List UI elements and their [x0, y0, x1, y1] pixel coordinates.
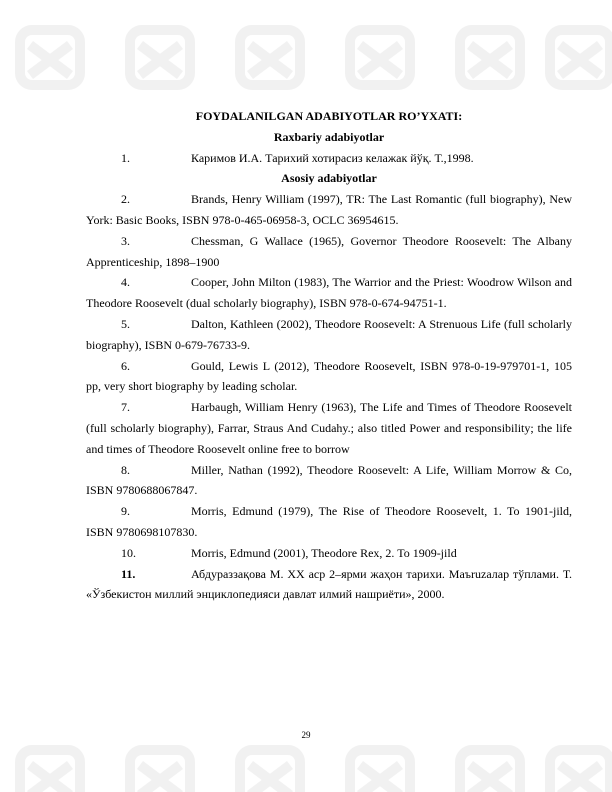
document-body [86, 106, 572, 605]
item-number: 5. [121, 316, 130, 331]
page-number: 29 [301, 730, 311, 740]
item-number: 7. [121, 400, 130, 415]
item-text: Каримов И.А. Тарихий хотирасиз келажак йўқ. Т.,1998. [191, 150, 474, 165]
item-text: Harbaugh, William Henry (1963), The Life and Times of Theodore Roosevelt (full scholarly biography), Farrar, Straus And Cudahy.; also titled Power and responsibility; the life and times of Theodore Roosevelt online free to borrow [86, 400, 572, 456]
item-number: 10. [121, 545, 136, 560]
item-number: 8. [121, 462, 130, 477]
item-number: 4. [121, 275, 130, 290]
item-text: Morris, Edmund (2001), Theodore Rex, 2. To 1909-jild [191, 545, 457, 560]
section-heading-asosiy: Asosiy adabiyotlar [281, 171, 377, 186]
item-number: 1. [121, 150, 130, 165]
list-item [86, 189, 572, 231]
item-text: Morris, Edmund (1979), The Rise of Theodore Roosevelt, 1. To 1901-jild, ISBN 9780698107830. [86, 504, 572, 539]
item-number: 3. [121, 233, 130, 248]
item-text: Абдураззақова М. XX аср 2–ярми жаҳон тарихи. Маъruzалар тўплами. Т. «Ўзбекистон миллий энциклопедияси давлат илмий нашриёти», 2000. [86, 566, 572, 602]
list-item [86, 356, 572, 398]
list-item [86, 148, 572, 169]
item-text: Chessman, G Wallace (1965), Governor Theodore Roosevelt: The Albany Apprenticeship, 1898–1900 [86, 233, 572, 269]
list-item [86, 397, 572, 459]
item-number: 2. [121, 192, 130, 207]
item-text: Brands, Henry William (1997), TR: The Last Romantic (full biography), New York: Basic Books, ISBN 978-0-465-06958-3, OCLC 36954615. [86, 192, 572, 227]
list-item [86, 231, 572, 273]
list-item [86, 501, 572, 543]
list-item [86, 460, 572, 502]
section-heading-raxbariy: Raxbariy adabiyotlar [273, 129, 385, 144]
list-item [86, 272, 572, 314]
list-item [86, 564, 572, 606]
item-number: 9. [121, 504, 130, 519]
item-number: 6. [121, 358, 130, 373]
item-text: Cooper, John Milton (1983), The Warrior and the Priest: Woodrow Wilson and Theodore Roosevelt (dual scholarly biography), ISBN 978-0-674-94751-1. [86, 275, 572, 311]
item-text: Dalton, Kathleen (2002), Theodore Roosevelt: A Strenuous Life (full scholarly biography), ISBN 0-679-76733-9. [86, 316, 572, 352]
item-text: Gould, Lewis L (2012), Theodore Roosevelt, ISBN 978-0-19-979701-1, 105 pp, very short biography by leading scholar. [86, 358, 572, 394]
page-title: FOYDALANILGAN ADABIYOTLAR RO’YXATI: [195, 109, 463, 123]
item-text: Miller, Nathan (1992), Theodore Roosevelt: A Life, William Morrow & Co, ISBN 9780688067847. [86, 462, 572, 498]
list-item [86, 314, 572, 356]
item-number: 11. [121, 566, 136, 581]
list-item [86, 543, 572, 564]
